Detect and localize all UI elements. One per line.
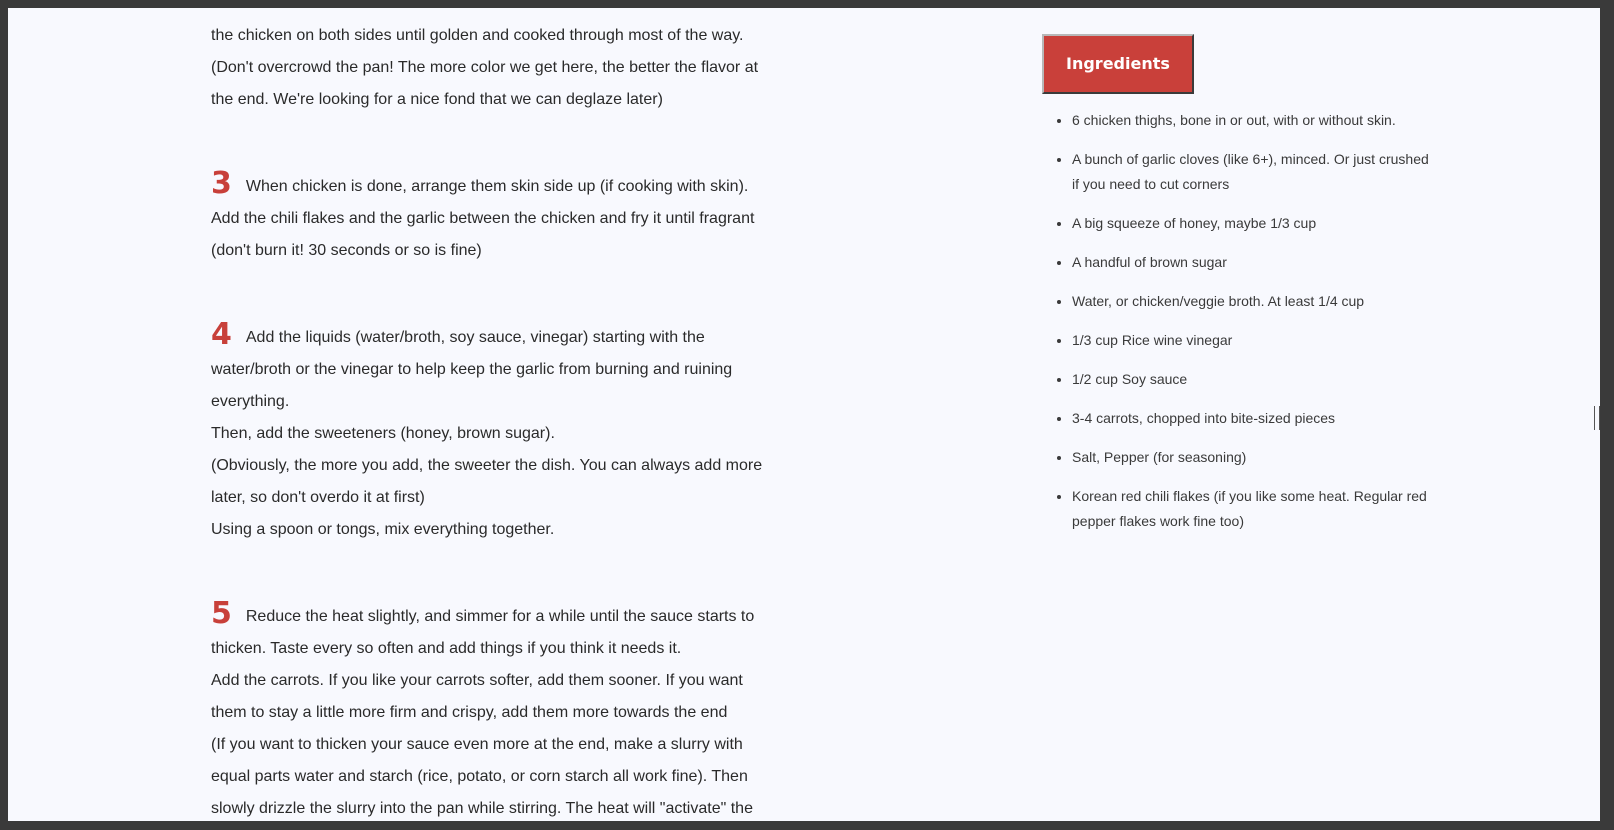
step-number: 3 xyxy=(211,166,232,201)
instruction-line: slowly drizzle the slurry into the pan while stirring. The heat will "activate" the xyxy=(211,800,753,817)
step-4 xyxy=(211,319,771,546)
step-first-line xyxy=(211,319,771,354)
ingredient-item: • Salt, Pepper (for seasoning) xyxy=(1072,445,1432,470)
instruction-line: later, so don't overdo it at first) xyxy=(211,489,425,506)
step-number: 4 xyxy=(211,317,232,352)
ingredients-tab[interactable]: Ingredients xyxy=(1042,34,1194,94)
instruction-line: equal parts water and starch (rice, potato, or corn starch all work fine). Then xyxy=(211,768,748,785)
instruction-line: Add the carrots. If you like your carrots softer, add them sooner. If you want xyxy=(211,672,743,689)
ingredient-item: • A big squeeze of honey, maybe 1/3 cup xyxy=(1072,211,1432,236)
step-number: 5 xyxy=(211,596,232,631)
step-text: When chicken is done, arrange them skin side up (if cooking with skin). xyxy=(245,178,749,195)
instruction-line: Using a spoon or tongs, mix everything together. xyxy=(211,521,555,538)
ingredient-item: • 1/3 cup Rice wine vinegar xyxy=(1072,328,1432,353)
step-first-line xyxy=(211,168,771,203)
step-text: Add the liquids (water/broth, soy sauce, vinegar) starting with the xyxy=(245,329,705,346)
instruction-line: them to stay a little more firm and crispy, add them more towards the end xyxy=(211,704,728,721)
instruction-line: thicken. Taste every so often and add things if you think it needs it. xyxy=(211,640,682,657)
ingredient-item: • 6 chicken thighs, bone in or out, with or without skin. xyxy=(1072,108,1432,133)
instruction-line: (If you want to thicken your sauce even more at the end, make a slurry with xyxy=(211,736,743,753)
ingredients-panel xyxy=(1042,34,1432,548)
ingredient-list xyxy=(1042,108,1432,534)
step-5 xyxy=(211,598,771,821)
step-3 xyxy=(211,168,771,267)
instruction-line: everything. xyxy=(211,393,290,410)
step-first-line xyxy=(211,598,771,633)
ingredient-item: • A handful of brown sugar xyxy=(1072,250,1432,275)
ingredient-item: • A bunch of garlic cloves (like 6+), minced. Or just crushed if you need to cut corners xyxy=(1072,147,1432,197)
instruction-line: Then, add the sweeteners (honey, brown sugar). xyxy=(211,425,555,442)
instruction-line: (Obviously, the more you add, the sweeter the dish. You can always add more xyxy=(211,457,763,474)
instruction-intro xyxy=(211,20,771,116)
instruction-line: (Don't overcrowd the pan! The more color we get here, the better the flavor at xyxy=(211,59,759,76)
instruction-line: the end. We're looking for a nice fond that we can deglaze later) xyxy=(211,91,663,108)
recipe-instructions xyxy=(211,8,771,821)
instruction-line: water/broth or the vinegar to help keep the garlic from burning and ruining xyxy=(211,361,733,378)
ingredient-item: • Water, or chicken/veggie broth. At least 1/4 cup xyxy=(1072,289,1432,314)
instruction-line: the chicken on both sides until golden and cooked through most of the way. xyxy=(211,27,744,44)
instruction-line: (don't burn it! 30 seconds or so is fine) xyxy=(211,242,482,259)
scrollbar-handle[interactable] xyxy=(1594,406,1600,430)
ingredient-item: • 3-4 carrots, chopped into bite-sized pieces xyxy=(1072,406,1432,431)
ingredient-item: • Korean red chili flakes (if you like some heat. Regular red pepper flakes work fine too) xyxy=(1072,484,1432,534)
ingredient-item: • 1/2 cup Soy sauce xyxy=(1072,367,1432,392)
instruction-line: Add the chili flakes and the garlic between the chicken and fry it until fragrant xyxy=(211,210,755,227)
step-text: Reduce the heat slightly, and simmer for a while until the sauce starts to xyxy=(245,608,755,625)
page-content xyxy=(8,8,1600,821)
